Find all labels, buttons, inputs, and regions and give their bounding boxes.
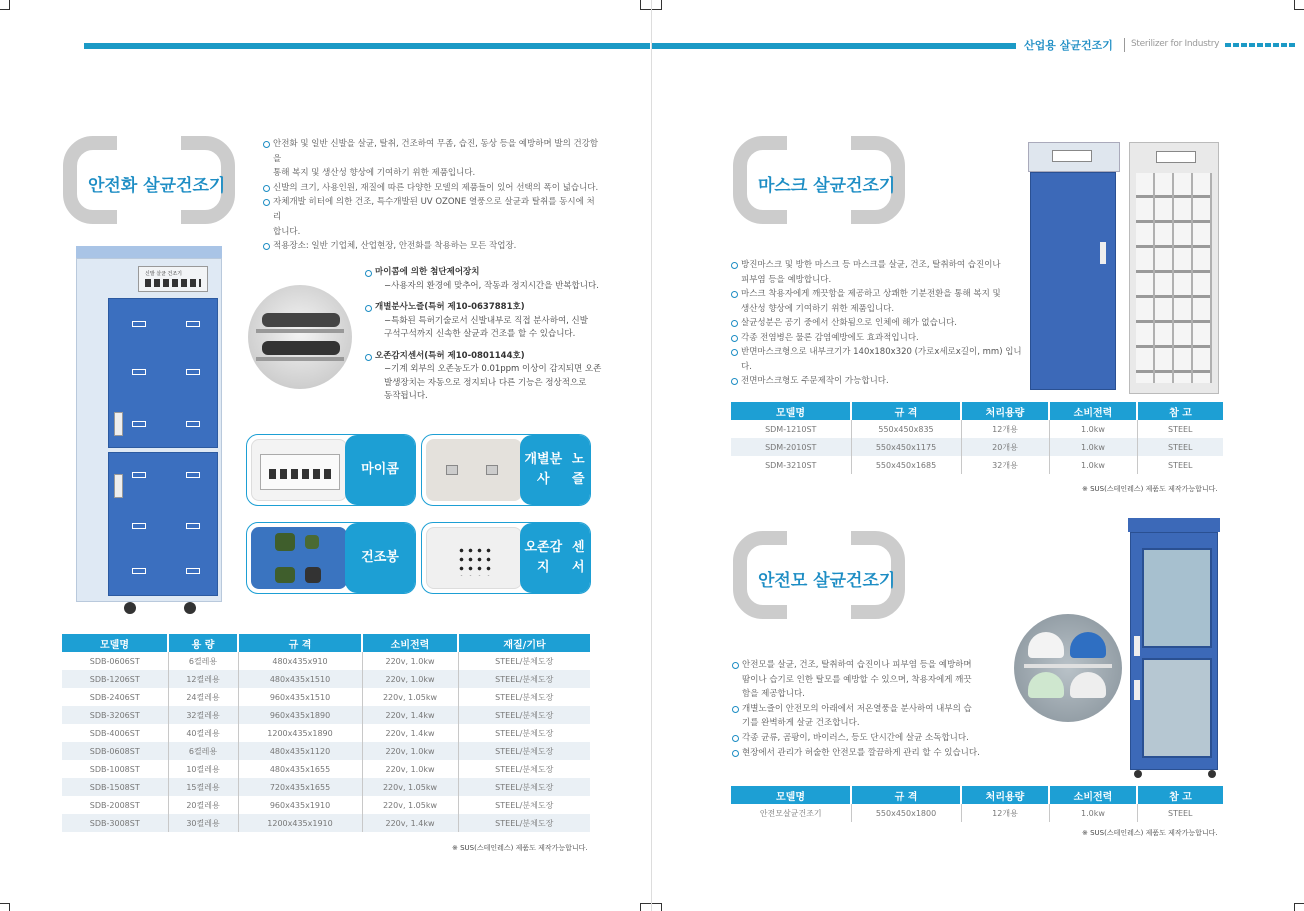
table-header-cell: 모델명 [731,402,851,420]
micom-panel-image [251,439,347,501]
table-cell: SDB-3008ST [62,814,168,832]
table-row [62,742,590,760]
header-bar-right [652,43,1016,49]
table-cell: 550x450x1800 [851,804,961,822]
table-cell: 32켤레용 [168,706,238,724]
page-fold [651,0,652,911]
mask-bullet: 살균성분은 공기 중에서 산화됨으로 인체에 해가 없습니다. [730,316,1030,331]
table-cell: SDM-2010ST [731,438,851,456]
table-cell: STEEL [1137,456,1223,474]
crop-mark [0,0,10,10]
table-cell: 220v, 1.4kw [362,706,458,724]
table-cell: 1200x435x1890 [238,724,362,742]
table-cell: SDB-1206ST [62,670,168,688]
card-label-line: 센서 [572,540,585,575]
table-cell: 12개용 [961,420,1049,438]
table-cell: 40켤레용 [168,724,238,742]
helmet-cabinet-image [1128,518,1226,780]
feature-title: 마이콤에 의한 첨단제어장치 [364,266,604,280]
feature-desc: −사용자의 환경에 맞추어, 작동과 정지시간을 반복합니다. [384,280,599,291]
table-cell: 550x450x1685 [851,456,961,474]
table-cell: 1.0kw [1049,420,1137,438]
table-row [62,688,590,706]
feature-card-nozzle [421,434,591,506]
shoe-section-title: 안전화 살균건조기 [88,176,226,196]
card-label [520,435,590,505]
helmet-section-title: 안전모 살균건조기 [758,571,896,591]
shoe-table-note: ※ SUS(스테인레스) 제품도 제작가능합니다. [452,844,588,852]
shoe-bullet: 신발의 크기, 사용인원, 재질에 따른 다양한 모델의 제품들이 있어 선택의 폭이 넓습니다. [262,181,602,196]
table-cell: SDB-1508ST [62,778,168,796]
table-header-cell: 모델명 [62,634,168,652]
table-row [731,420,1223,438]
feature-desc: 동작됩니다. [384,391,428,401]
table-cell: STEEL/분체도장 [458,670,590,688]
table-cell: STEEL/분체도장 [458,742,590,760]
feature-title: 오존감지센서(특허 제10-0801144호) [364,350,604,364]
mask-bullet: 전면마스크형도 주문제작이 가능합니다. [730,374,1030,389]
table-header-cell: 규 격 [851,402,961,420]
table-header-cell: 모델명 [731,786,851,804]
table-row [62,814,590,832]
shoe-bullet-cont: 통해 복지 및 생산성 향상에 기여하기 위한 제품입니다. [273,168,476,179]
shoe-rack-photo [248,285,352,389]
helmet-bullet-cont: 함을 제공합니다. [742,689,805,700]
table-header-cell: 소비전력 [1049,402,1137,420]
helmet-bullet: 개별노즐이 안전모의 아래에서 저온열풍을 분사하여 내부의 습 [731,702,1001,717]
helmet-bullet: 현장에서 관리가 허술한 안전모를 깔끔하게 관리 할 수 있습니다. [731,746,1001,761]
feature-desc: 발생장치는 자동으로 정지되나 다른 기능은 정상적으로 [384,377,587,388]
header-dots [1225,43,1297,47]
table-cell: STEEL [1137,420,1223,438]
table-cell: STEEL [1137,804,1223,822]
control-panel [138,266,208,292]
table-cell: 32개용 [961,456,1049,474]
crop-mark [1294,903,1304,911]
table-cell: STEEL/분체도장 [458,688,590,706]
table-header-cell: 소비전력 [362,634,458,652]
feature-card-micom [246,434,416,506]
card-label: 마이콤 [345,435,415,505]
helmet-bullet: 각종 균류, 곰팡이, 바이러스, 등도 단시간에 살균 소독합니다. [731,731,1001,746]
table-header-cell: 규 격 [238,634,362,652]
table-cell: 24켤레용 [168,688,238,706]
table-cell: 안전모살균건조기 [759,808,822,818]
table-cell: STEEL/분체도장 [458,796,590,814]
mask-bullet-cont: 피부염 등을 예방합니다. [741,274,832,285]
table-cell: 480x435x1510 [238,670,362,688]
table-row [62,778,590,796]
table-cell: 20켤레용 [168,796,238,814]
feature-title: 개별분사노즐(특허 제10-0637881호) [364,301,604,315]
table-cell: 1.0kw [1049,456,1137,474]
table-cell: 220v, 1.4kw [362,724,458,742]
table-cell: 480x435x910 [238,652,362,670]
mask-cabinet-closed-image [1028,142,1120,394]
table-cell: 550x450x1175 [851,438,961,456]
helmet-table-note: ※ SUS(스테인레스) 제품도 제작가능합니다. [1082,829,1218,837]
mask-cabinet-open-image [1129,142,1219,394]
table-cell: 1200x435x1910 [238,814,362,832]
feature-card-dryer [246,522,416,594]
table-cell: 220v, 1.0kw [362,742,458,760]
table-cell: STEEL/분체도장 [458,724,590,742]
table-row [731,438,1223,456]
table-cell: 220v, 1.0kw [362,652,458,670]
helmet-description [731,658,1001,760]
feature-desc: −특화된 특허기술로서 신발내부로 직접 분사하여, 신발 [384,315,588,326]
table-cell: 960x435x1510 [238,688,362,706]
feature-desc: 구석구석까지 신속한 살균과 건조를 할 수 있습니다. [384,329,576,339]
feature-card-ozone [421,522,591,594]
mask-bullet: 마스크 착용자에게 깨끗함을 제공하고 상쾌한 기분전환을 통해 복지 및 [730,287,1030,302]
table-row [62,706,590,724]
table-row [731,456,1223,474]
table-cell: 960x435x1910 [238,796,362,814]
shoe-features [364,266,604,412]
mask-table-note: ※ SUS(스테인레스) 제품도 제작가능합니다. [1082,485,1218,493]
table-cell: STEEL/분체도장 [458,814,590,832]
table-row [62,724,590,742]
table-cell: 220v, 1.05kw [362,796,458,814]
shoe-description [262,137,602,254]
mask-bullet: 각종 전염병은 물론 감염예방에도 효과적입니다. [730,331,1030,346]
card-label: 건조봉 [345,523,415,593]
table-cell: 1.0kw [1049,438,1137,456]
table-cell: 20개용 [961,438,1049,456]
table-cell: 10켤레용 [168,760,238,778]
table-cell: SDM-3210ST [765,460,817,470]
mask-bullet-cont: 생산성 향상에 기여하기 위한 제품입니다. [741,303,895,314]
table-cell: SDB-0606ST [89,656,140,666]
table-row [62,652,590,670]
helmet-closeup-photo [1014,614,1122,722]
table-row [731,804,1223,822]
helmet-bullet-cont: 기를 완벽하게 살균 건조합니다. [742,718,860,729]
table-cell: 960x435x1890 [238,706,362,724]
header-divider [1124,38,1125,52]
nozzle-image [426,439,522,501]
mask-bullet: 반면마스크형으로 내부크기가 140x180x320 (가로x세로x길이, mm) 입니다. [730,345,1030,374]
table-header-cell: 소비전력 [1049,786,1137,804]
header-category: 산업용 살균건조기 [1024,39,1113,52]
table-row [62,670,590,688]
helmet-bullet-cont: 땀이나 습기로 인한 탈모를 예방할 수 있으며, 착용자에게 깨끗 [742,674,972,685]
table-cell: 12개용 [961,804,1049,822]
table-cell: STEEL/분체도장 [458,760,590,778]
ozone-sensor-image [426,527,522,589]
card-label-line: 노즐 [572,452,585,487]
helmet-bullet: 안전모를 살균, 건조, 탈취하여 습진이나 피부염 등을 예방하며 [731,658,1001,673]
table-cell: 1.0kw [1049,804,1137,822]
table-cell: SDB-4006ST [89,728,140,738]
table-cell: STEEL/분체도장 [458,652,590,670]
table-cell: STEEL [1137,438,1223,456]
mask-bullet: 방진마스크 및 방한 마스크 등 마스크를 살균, 건조, 탈취하여 습진이나 [730,258,1030,273]
table-header-cell: 처리용량 [961,402,1049,420]
table-cell: 720x435x1655 [238,778,362,796]
table-cell: 15켤레용 [168,778,238,796]
mask-section-title: 마스크 살균건조기 [758,176,896,196]
card-label [520,523,590,593]
table-cell: 480x435x1120 [238,742,362,760]
table-row [62,760,590,778]
table-cell: 220v, 1.4kw [362,814,458,832]
table-cell: 550x450x835 [851,420,961,438]
dryer-rod-image [251,527,347,589]
card-label-line: 오존감지 [524,540,563,575]
crop-mark [0,903,10,911]
table-cell: 480x435x1655 [238,760,362,778]
shoe-bullet-cont: 합니다. [273,226,301,237]
table-header-cell: 참 고 [1137,402,1223,420]
crop-mark [1294,0,1304,10]
panel-label: 신발 살균 건조기 [145,271,182,277]
shoe-spec-table [62,634,590,832]
table-cell: SDB-1008ST [89,764,140,774]
table-cell: 220v, 1.05kw [362,688,458,706]
table-cell: STEEL/분체도장 [458,778,590,796]
table-header-cell: 용 량 [168,634,238,652]
table-cell: SDB-0608ST [62,742,168,760]
feature-desc: −기계 외부의 오존농도가 0.01ppm 이상이 감지되면 오존 [384,364,602,374]
table-cell: 220v, 1.0kw [362,670,458,688]
table-cell: 6켤레용 [168,652,238,670]
table-cell: 12켤레용 [168,670,238,688]
table-cell: 30켤레용 [168,814,238,832]
mask-spec-table [731,402,1223,474]
header-subtitle: Sterilizer for Industry [1131,39,1220,49]
table-cell: 220v, 1.0kw [362,760,458,778]
shoe-bullet: 적용장소: 일반 기업체, 산업현장, 안전화를 착용하는 모든 작업장. [262,239,602,254]
table-header-cell: 참 고 [1137,786,1223,804]
table-cell: SDB-2008ST [89,800,140,810]
shoe-cabinet-image [76,246,222,616]
shoe-bullet: 안전화 및 일반 신발을 살균, 탈취, 건조하여 무좀, 습진, 동상 등을 예방하며 발의 건강함을 [262,137,602,166]
header-bar-left [84,43,650,49]
helmet-spec-table [731,786,1223,822]
table-cell: 220v, 1.05kw [362,778,458,796]
shoe-bullet: 자체개발 히터에 의한 건조, 특수개발된 UV OZONE 열풍으로 살균과 탈취를 동시에 처리 [262,195,602,224]
table-cell: SDB-2406ST [89,692,140,702]
card-label-line: 개별분사 [524,452,563,487]
table-header-cell: 재질/기타 [458,634,590,652]
table-cell: STEEL/분체도장 [458,706,590,724]
table-row [62,796,590,814]
mask-description [730,258,1030,389]
table-header-cell: 처리용량 [961,786,1049,804]
table-cell: SDB-3206ST [62,706,168,724]
table-cell: SDM-1210ST [765,424,817,434]
table-header-cell: 규 격 [851,786,961,804]
table-cell: 6켤레용 [168,742,238,760]
